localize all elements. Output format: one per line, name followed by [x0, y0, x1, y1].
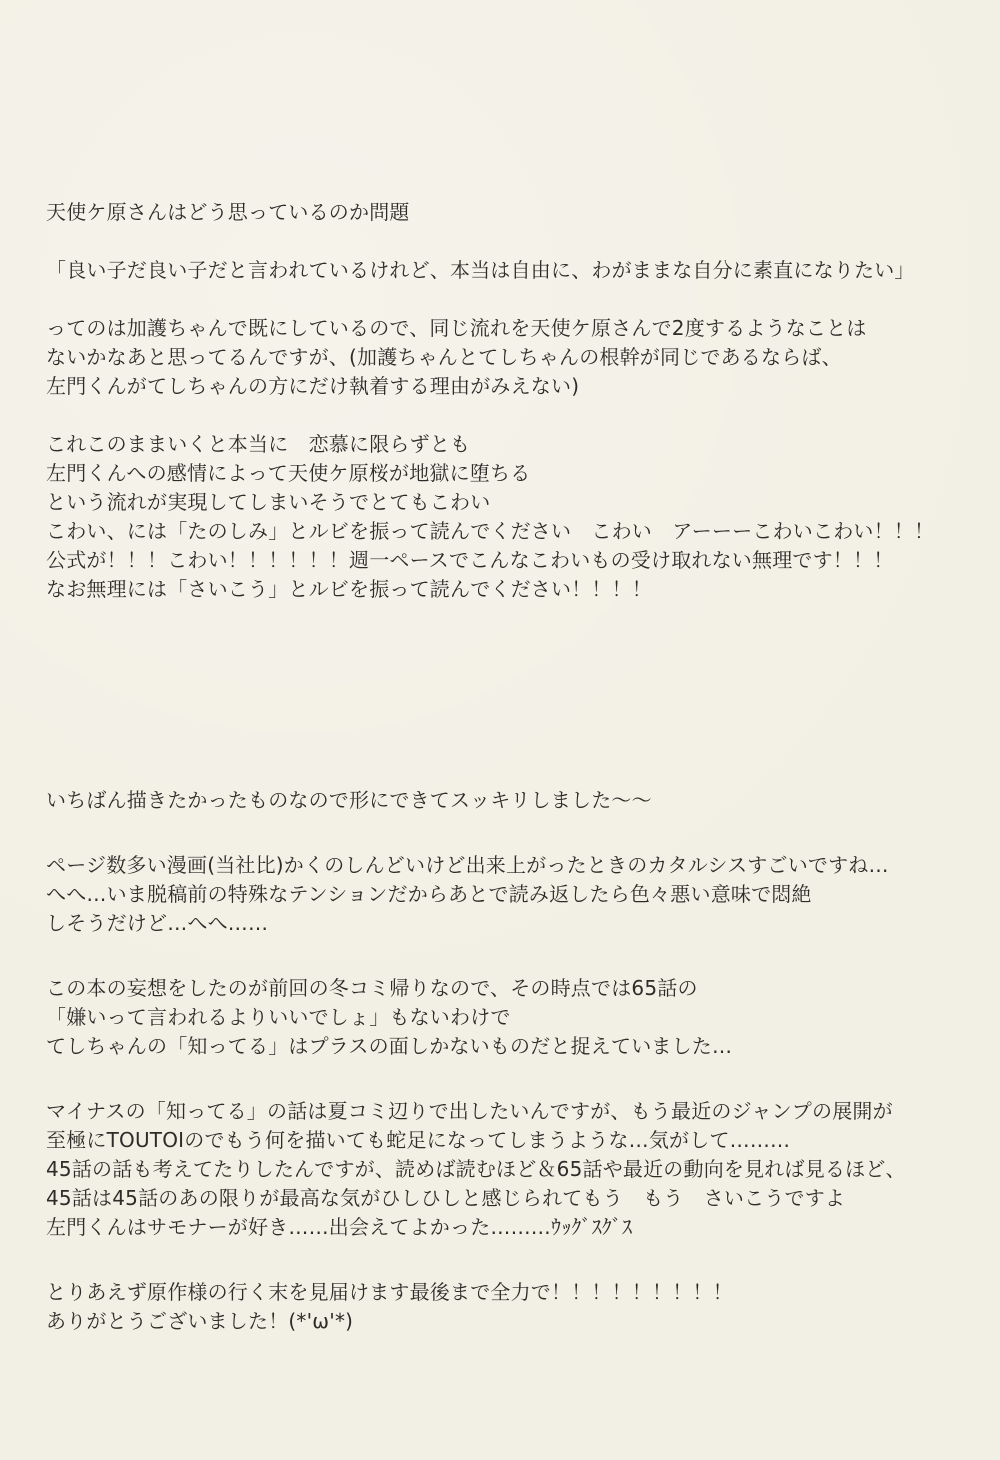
text-line: この本の妄想をしたのが前回の冬コミ帰りなので、その時点では65話の	[46, 976, 698, 1000]
paragraph	[46, 974, 976, 1061]
text-line: ないかなあと思ってるんですが、(加護ちゃんとてしちゃんの根幹が同じであるならば、	[46, 345, 842, 369]
paragraph	[46, 430, 976, 604]
section-intro: いちばん描きたかったものなので形にできてスッキリしました〜〜	[46, 788, 652, 812]
text-line: 公式が！！！こわい！！！！！！週一ペースでこんなこわいもの受け取れない無理です！！！	[46, 548, 894, 572]
text-line: これこのままいくと本当に 恋慕に限らずとも	[46, 432, 471, 456]
text-line: しそうだけど…へへ……	[46, 911, 269, 935]
text-line: 左門くんがてしちゃんの方にだけ執着する理由がみえない)	[46, 374, 580, 398]
text-line: 至極にTOUTOIのでもう何を描いても蛇足になってしまうような…気がして………	[46, 1128, 791, 1152]
text-line: こわい、には「たのしみ」とルビを振って読んでください こわい アーーーこわいこわい！！！	[46, 519, 935, 543]
text-line: ありがとうございました！(*'ω'*)	[46, 1309, 354, 1333]
text-line: 「嫌いって言われるよりいいでしょ」もないわけで	[46, 1005, 511, 1029]
text-line: 左門くんはサモナーが好き……出会えてよかった………ｳｯｸﾞｽｸﾞｽ	[46, 1215, 633, 1239]
text-line: 45話は45話のあの限りが最高な気がひしひしと感じられてもう もう さいこうですよ	[46, 1186, 846, 1210]
text-line: 45話の話も考えてたりしたんですが、読めば読むほど＆65話や最近の動向を見れば見るほど、	[46, 1157, 906, 1181]
text-line: マイナスの「知ってる」の話は夏コミ辺りで出したいんですが、もう最近のジャンプの展開が	[46, 1099, 893, 1123]
paragraph	[46, 851, 976, 938]
section-1	[46, 198, 976, 604]
paragraph	[46, 314, 976, 401]
text-line: てしちゃんの「知ってる」はプラスの面しかないものだと捉えていました…	[46, 1034, 733, 1058]
text-line: とりあえず原作様の行く末を見届けます最後まで全力で！！！！！！！！！	[46, 1280, 733, 1304]
paragraph	[46, 1278, 976, 1336]
text-line: ページ数多い漫画(当社比)かくのしんどいけど出来上がったときのカタルシスすごいですね…	[46, 853, 889, 877]
text-line: 左門くんへの感情によって天使ケ原桜が地獄に堕ちる	[46, 461, 531, 485]
quote-line: 「良い子だ良い子だと言われているけれど、本当は自由に、わがままな自分に素直になりたい」	[46, 258, 915, 282]
section-title: 天使ケ原さんはどう思っているのか問題	[46, 200, 410, 224]
text-line: ってのは加護ちゃんで既にしているので、同じ流れを天使ケ原さんで2度するようなことは	[46, 316, 867, 340]
paragraph	[46, 1097, 976, 1242]
text-line: という流れが実現してしまいそうでとてもこわい	[46, 490, 491, 514]
text-line: へへ…いま脱稿前の特殊なテンションだからあとで読み返したら色々悪い意味で悶絶	[46, 882, 812, 906]
text-line: なお無理には「さいこう」とルビを振って読んでください！！！！	[46, 577, 652, 601]
section-2	[46, 786, 976, 1336]
